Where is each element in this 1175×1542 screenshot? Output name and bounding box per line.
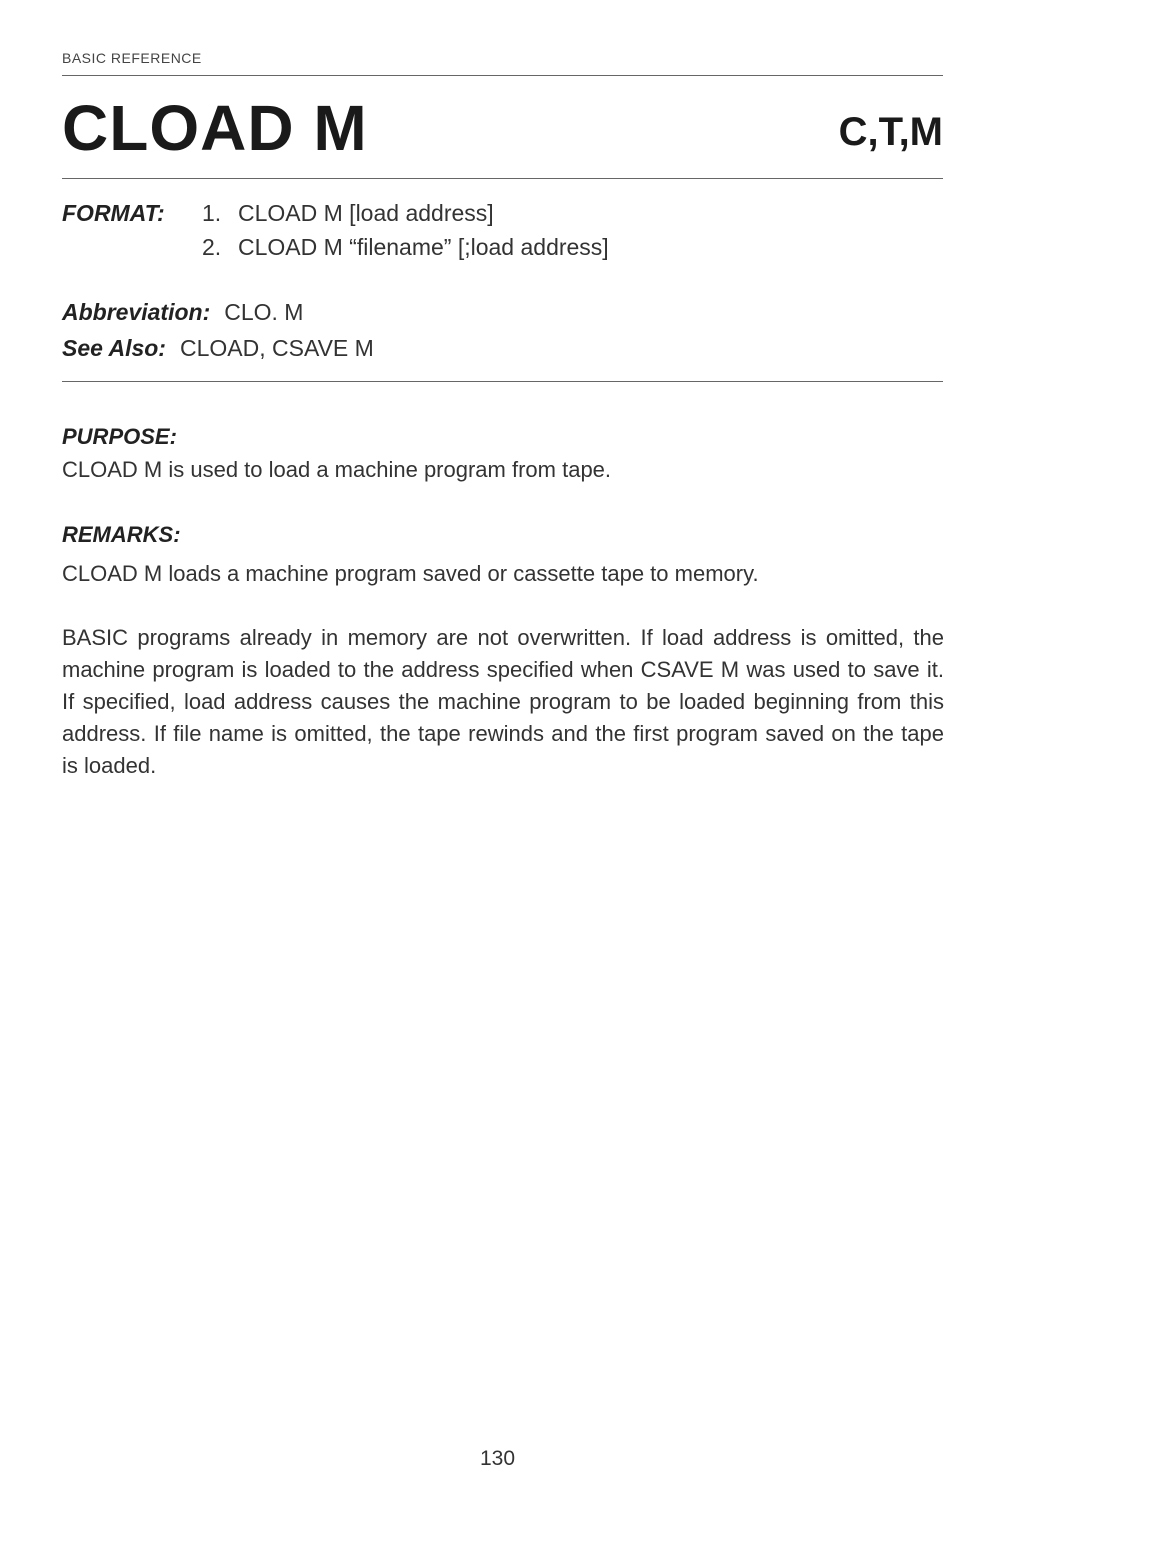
abbreviation-label: Abbreviation: (62, 299, 211, 325)
abbreviation-section (62, 294, 374, 366)
see-also-value: CLOAD, CSAVE M (179, 335, 374, 361)
see-also-line (62, 330, 374, 366)
page-title: CLOAD M (62, 92, 368, 164)
page-number: 130 (479, 1447, 516, 1470)
top-divider (62, 75, 943, 76)
abbreviation-value: CLO. M (224, 299, 304, 325)
format-item-text: CLOAD M “filename” [;load address] (238, 234, 609, 260)
format-section (62, 196, 609, 264)
section-divider (62, 381, 943, 382)
format-item-text: CLOAD M [load address] (238, 200, 494, 226)
purpose-heading: PURPOSE: (62, 424, 177, 449)
running-header: BASIC REFERENCE (62, 50, 202, 66)
purpose-text: CLOAD M is used to load a machine program from tape. (62, 457, 612, 482)
format-label: FORMAT: (62, 200, 165, 226)
title-divider (62, 178, 943, 179)
remarks-paragraph-1: CLOAD M loads a machine program saved or cassette tape to memory. (62, 561, 759, 586)
format-item-number: 2. (202, 234, 222, 260)
format-line-2 (62, 230, 609, 264)
remarks-heading: REMARKS: (62, 522, 181, 547)
format-item-number: 1. (202, 200, 222, 226)
model-compatibility: C,T,M (838, 110, 943, 154)
abbreviation-line (62, 294, 374, 330)
format-line-1 (62, 196, 609, 230)
remarks-paragraph-2: BASIC programs already in memory are not overwritten. If load address is omitted, the machine program is loaded to the address specified when CSAVE M was used to save it. If specified, load address causes the machine program to be loaded beginning from this address. If file name is omitted, the tape rewinds and the first program saved on the tape is loaded. (62, 625, 944, 778)
see-also-label: See Also: (62, 335, 166, 361)
